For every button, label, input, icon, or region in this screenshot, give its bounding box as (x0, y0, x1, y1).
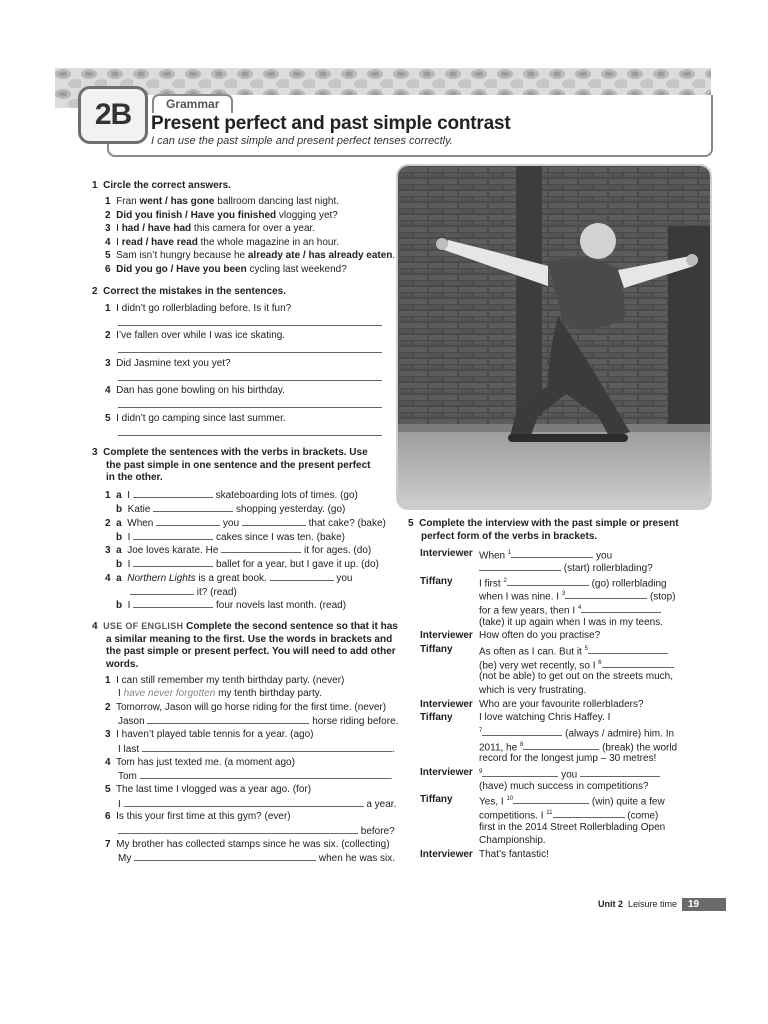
page-number: 19 (682, 898, 726, 911)
ex4-answer: Jason horse riding before. (118, 716, 399, 727)
answer-gap[interactable] (147, 714, 309, 724)
dialogue-line: When $^1$ you (479, 550, 613, 562)
ex3-line: b I ballet for a year, but I gave it up. (do) (116, 559, 379, 570)
ex3-line: 4 a Northern Lights is a great book. you (105, 573, 353, 584)
answer-gap[interactable] (133, 488, 213, 498)
dialogue-line: first in the 2014 Street Rollerblading Open (479, 822, 666, 833)
dialogue-line: I first $^2$ (go) rollerblading (479, 578, 667, 590)
answer-gap[interactable] (511, 548, 593, 558)
ex2-item: 3 Did Jasmine text you yet? (105, 358, 231, 369)
photo-graphic (398, 166, 710, 508)
answer-gap[interactable] (602, 658, 674, 668)
dialogue-line: How often do you practise? (479, 630, 601, 641)
answer-gap[interactable] (588, 644, 668, 654)
dialogue-line: (be) very wet recently, so I $^6$ (479, 657, 674, 673)
page-title: Present perfect and past simple contrast (151, 113, 511, 134)
skateboarder-photo (398, 166, 710, 508)
ex4-question: 5 The last time I vlogged was a year ago. (for) (105, 784, 312, 795)
answer-line[interactable] (118, 435, 382, 436)
answer-gap[interactable] (580, 767, 660, 777)
dialogue-line: Yes, I $^{10}$ (win) quite a few (479, 796, 665, 808)
ex4-question: 2 Tomorrow, Jason will go horse riding for the first time. (never) (105, 702, 387, 713)
section-tab: Grammar (152, 94, 233, 113)
answer-gap[interactable] (134, 851, 316, 861)
answer-gap[interactable] (553, 808, 625, 818)
speaker-interviewer: Interviewer (420, 630, 473, 641)
answer-gap[interactable] (523, 740, 599, 750)
answer-gap[interactable] (482, 726, 562, 736)
ex1-item: 4 I read / have read the whole magazine in an hour. (105, 236, 340, 248)
ex2-item: 2 I’ve fallen over while I was ice skating. (105, 330, 286, 341)
answer-gap[interactable] (581, 603, 661, 613)
answer-gap[interactable] (153, 502, 233, 512)
dialogue-line: 2011, he $^8$ (break) the world (479, 742, 678, 754)
answer-gap[interactable] (142, 742, 392, 752)
speaker-tiffany: Tiffany (420, 712, 453, 723)
answer-gap[interactable] (479, 561, 561, 571)
ex2-title: 2 Correct the mistakes in the sentences. (92, 286, 286, 297)
answer-gap[interactable] (221, 543, 301, 553)
ex4-answer: Tom . (118, 771, 393, 782)
dialogue-line: which is very frustrating. (479, 685, 587, 696)
dialogue-line: I love watching Chris Haffey. I (479, 712, 611, 723)
ex1-item: 1 Fran went / has gone ballroom dancing last night. (105, 196, 340, 207)
speaker-tiffany: Tiffany (420, 644, 453, 655)
ex3-line: b I cakes since I was ten. (bake) (116, 532, 345, 543)
ex4-question: 3 I haven’t played table tennis for a year. (ago) (105, 729, 314, 740)
answer-gap[interactable] (124, 797, 364, 807)
answer-gap[interactable] (118, 824, 358, 834)
answer-gap[interactable] (482, 767, 558, 777)
ex3-title: 3 Complete the sentences with the verbs in brackets. Use the past simple in one sentence and the present perfect in the other. (92, 447, 371, 483)
ex3-line: b Katie shopping yesterday. (go) (116, 504, 346, 515)
speaker-tiffany: Tiffany (420, 576, 453, 587)
lesson-badge: 2B (78, 86, 148, 144)
dialogue-line: (start) rollerblading? (479, 561, 653, 576)
ex3-line: b I four novels last month. (read) (116, 600, 347, 611)
answer-gap[interactable] (133, 557, 213, 567)
dialogue-line: (take) it up again when I was in my teens. (479, 617, 663, 628)
answer-gap[interactable] (133, 598, 213, 608)
ex2-item: 4 Dan has gone bowling on his birthday. (105, 385, 285, 396)
ex1-item: 5 Sam isn’t hungry because he already ate / has already eaten. (105, 250, 396, 261)
ex3-line: it? (read) (130, 585, 237, 600)
ex1-title: 1 Circle the correct answers. (92, 180, 231, 191)
answer-line[interactable] (118, 325, 382, 326)
speaker-tiffany: Tiffany (420, 794, 453, 805)
ex4-answer: I have never forgotten my tenth birthday party. (118, 688, 322, 699)
dialogue-line: $^7$ (always / admire) him. In (479, 728, 675, 740)
dialogue-line: That’s fantastic! (479, 849, 549, 860)
answer-gap[interactable] (242, 516, 306, 526)
ex4-question: 4 Tom has just texted me. (a moment ago) (105, 757, 295, 768)
dialogue-line: competitions. I $^{11}$ (come) (479, 810, 659, 822)
dialogue-line: Championship. (479, 835, 546, 846)
speaker-interviewer: Interviewer (420, 767, 473, 778)
answer-gap[interactable] (270, 571, 334, 581)
answer-gap[interactable] (507, 576, 589, 586)
answer-gap[interactable] (140, 769, 390, 779)
dialogue-line: $^9$ you (479, 766, 660, 782)
ex1-list (105, 195, 395, 276)
ex4-answer: I last . (118, 744, 395, 755)
ex3-line: 1 a I skateboarding lots of times. (go) (105, 490, 358, 501)
speaker-interviewer: Interviewer (420, 699, 473, 710)
answer-line[interactable] (118, 352, 382, 353)
dialogue-line: (not be able) to get out on the streets much, (479, 671, 674, 682)
dialogue-line: record for the longest jump – 30 metres! (479, 753, 657, 764)
answer-gap[interactable] (565, 589, 647, 599)
footer-unit: Unit 2 Leisure time (598, 899, 678, 909)
ex1-item: 3 I had / have had this camera for over a year. (105, 223, 316, 234)
answer-line[interactable] (118, 407, 382, 408)
ex4-answer: I a year. (118, 799, 397, 810)
speaker-interviewer: Interviewer (420, 849, 473, 860)
answer-line[interactable] (118, 380, 382, 381)
page-subtitle: I can use the past simple and present perfect tenses correctly. (151, 135, 453, 147)
ex5-title: 5 Complete the interview with the past simple or present perfect form of the verbs in brackets. (408, 518, 679, 542)
answer-gap[interactable] (156, 516, 220, 526)
ex3-line: 3 a Joe loves karate. He it for ages. (do) (105, 545, 372, 556)
answer-gap[interactable] (133, 530, 213, 540)
ex2-item: 5 I didn’t go camping since last summer. (105, 413, 286, 424)
ex4-question: 1 I can still remember my tenth birthday party. (never) (105, 675, 345, 686)
dialogue-line: Who are your favourite rollerbladers? (479, 699, 644, 710)
ex2-item: 1 I didn’t go rollerblading before. Is it fun? (105, 303, 292, 314)
dialogue-line: As often as I can. But it $^5$ (479, 643, 668, 659)
ex1-item: 6 Did you go / Have you been cycling last weekend? (105, 263, 347, 275)
example-answer: have never forgotten (123, 688, 216, 699)
answer-gap[interactable] (513, 794, 589, 804)
ex4-answer: before? (118, 824, 395, 839)
ex4-title: 4 USE OF ENGLISH Complete the second sentence so that it has a similar meaning to the first. Use the words in brackets and the past simple or present perfect. You will need to add other words. (92, 621, 398, 670)
dialogue-line: for a few years, then I $^4$ (479, 602, 661, 618)
ex4-answer: My when he was six. (118, 853, 396, 864)
dialogue-line: (have) much success in competitions? (479, 781, 649, 792)
speaker-interviewer: Interviewer (420, 548, 473, 559)
answer-gap[interactable] (130, 585, 194, 595)
ex4-question: 7 My brother has collected stamps since he was six. (collecting) (105, 839, 390, 850)
ex1-item: 2 Did you finish / Have you finished vlogging yet? (105, 209, 338, 221)
dialogue-line: when I was nine. I $^3$ (stop) (479, 591, 676, 603)
ex3-line: 2 a When you that cake? (bake) (105, 518, 386, 529)
ex4-question: 6 Is this your first time at this gym? (ever) (105, 811, 291, 822)
